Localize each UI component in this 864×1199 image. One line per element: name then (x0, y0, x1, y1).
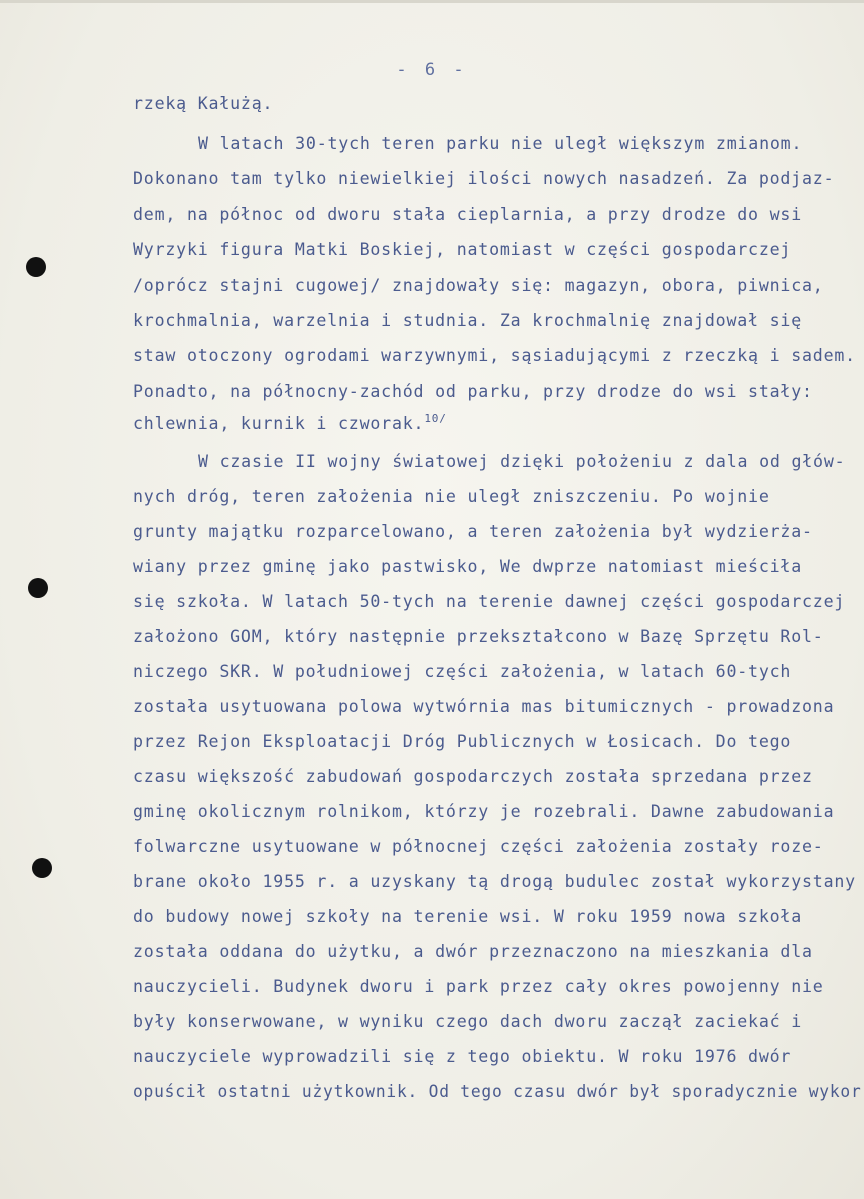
text-line: dem, na północ od dworu stała cieplarnia, a przy drodze do wsi (133, 205, 802, 224)
text-line: grunty majątku rozparcelowano, a teren założenia był wydzierża- (133, 522, 813, 541)
text-line: krochmalnia, warzelnia i studnia. Za krochmalnię znajdował się (133, 311, 802, 330)
text-line: staw otoczony ogrodami warzywnymi, sąsiadującymi z rzeczką i sadem. (133, 346, 856, 365)
text-line: /oprócz stajni cugowej/ znajdowały się: magazyn, obora, piwnica, (133, 276, 824, 295)
text-line: się szkoła. W latach 50-tych na terenie dawnej części gospodarczej (133, 592, 846, 611)
text-line: założono GOM, który następnie przekształcono w Bazę Sprzętu Rol- (133, 627, 824, 646)
text-line: została oddana do użytku, a dwór przeznaczono na mieszkania dla (133, 942, 813, 961)
text-line: nauczyciele wyprowadzili się z tego obiektu. W roku 1976 dwór (133, 1047, 792, 1066)
text-line: przez Rejon Eksploatacji Dróg Publicznych w Łosicach. Do tego (133, 732, 792, 751)
text-line: niczego SKR. W południowej części założenia, w latach 60-tych (133, 662, 792, 681)
text-line: nych dróg, teren założenia nie uległ zniszczeniu. Po wojnie (133, 487, 770, 506)
text-line: Ponadto, na północny-zachód od parku, przy drodze do wsi stały: (133, 382, 813, 401)
text-line-with-footnote (133, 412, 447, 433)
text-line: do budowy nowej szkoły na terenie wsi. W roku 1959 nowa szkoła (133, 907, 802, 926)
text-line: rzeką Kałużą. (133, 94, 274, 113)
text-line: chlewnia, kurnik i czworak. (133, 414, 425, 433)
punch-hole (32, 858, 52, 878)
punch-hole (26, 257, 46, 277)
footnote-reference: 10/ (424, 412, 447, 425)
text-line: gminę okolicznym rolnikom, którzy je rozebrali. Dawne zabudowania (133, 802, 835, 821)
text-line: Dokonano tam tylko niewielkiej ilości nowych nasadzeń. Za podjaz- (133, 169, 835, 188)
page-number: - 6 - (396, 60, 468, 80)
punch-hole (28, 578, 48, 598)
text-line: wiany przez gminę jako pastwisko, We dwprze natomiast mieściła (133, 557, 802, 576)
text-line: W latach 30-tych teren parku nie uległ większym zmianom. (198, 134, 803, 153)
text-line: nauczycieli. Budynek dworu i park przez cały okres powojenny nie (133, 977, 824, 996)
text-line: została usytuowana polowa wytwórnia mas bitumicznych - prowadzona (133, 697, 835, 716)
text-line: brane około 1955 r. a uzyskany tą drogą budulec został wykorzystany (133, 872, 856, 891)
text-line: W czasie II wojny światowej dzięki położeniu z dala od głów- (198, 452, 846, 471)
text-line: folwarczne usytuowane w północnej części założenia zostały roze- (133, 837, 824, 856)
text-line: Wyrzyki figura Matki Boskiej, natomiast w części gospodarczej (133, 240, 792, 259)
page-edge (0, 0, 864, 3)
text-line: były konserwowane, w wyniku czego dach dworu zaczął zaciekać i (133, 1012, 802, 1031)
text-line: opuścił ostatni użytkownik. Od tego czasu dwór był sporadycznie wykor (133, 1082, 862, 1101)
text-line: czasu większość zabudowań gospodarczych została sprzedana przez (133, 767, 813, 786)
